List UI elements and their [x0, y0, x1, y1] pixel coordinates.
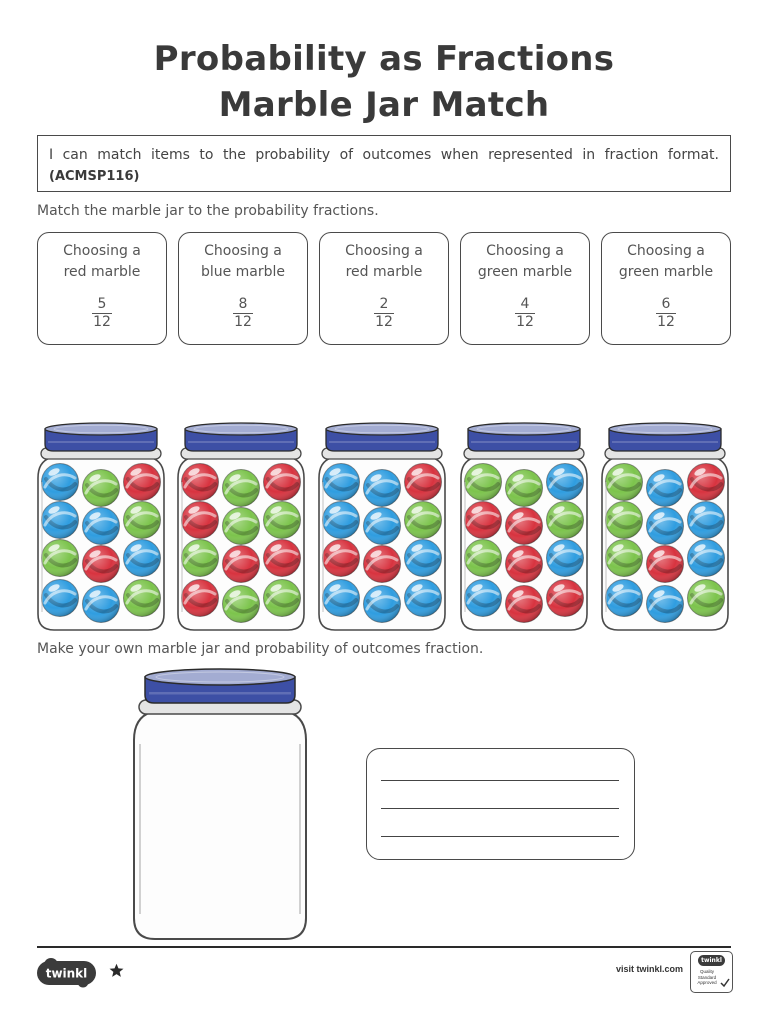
checkmark-icon — [720, 978, 730, 988]
marble — [606, 540, 643, 577]
marble-shade — [606, 464, 643, 501]
marble-shade — [364, 470, 401, 507]
fraction-denominator: 12 — [93, 314, 111, 330]
marble-shade — [506, 546, 543, 583]
marble-shade — [547, 580, 584, 617]
marble — [547, 580, 584, 617]
card-label-line-1: Choosing a — [486, 243, 564, 259]
marble — [264, 502, 301, 539]
website-link-text: visit twinkl.com — [615, 964, 683, 974]
marble — [506, 470, 543, 507]
marble — [688, 540, 725, 577]
marble-shade — [405, 464, 442, 501]
marble-shade — [647, 546, 684, 583]
marble — [405, 540, 442, 577]
jar-body — [134, 712, 306, 939]
marble — [264, 580, 301, 617]
marble-shade — [606, 502, 643, 539]
marble-jar — [317, 420, 447, 632]
marble — [42, 540, 79, 577]
probability-card — [319, 232, 449, 345]
marble — [506, 508, 543, 545]
checkmark-stroke — [721, 979, 729, 986]
marble — [264, 540, 301, 577]
marble-shade — [405, 580, 442, 617]
marble-shade — [83, 508, 120, 545]
quality-standard-badge — [690, 951, 733, 993]
marble-shade — [688, 540, 725, 577]
marble-shade — [83, 586, 120, 623]
marble-shade — [547, 502, 584, 539]
card-label-line-2: green marble — [618, 264, 714, 280]
marble — [547, 540, 584, 577]
card-label-line-1: Choosing a — [204, 243, 282, 259]
fraction-answer-box — [366, 748, 635, 860]
answer-line — [381, 836, 619, 837]
marble-shade — [688, 580, 725, 617]
fraction-denominator: 12 — [234, 314, 252, 330]
card-label-line-1: Choosing a — [345, 243, 423, 259]
answer-line — [381, 808, 619, 809]
marble — [42, 464, 79, 501]
curriculum-code: (ACMSP116) — [49, 169, 140, 184]
probability-card — [601, 232, 731, 345]
learning-objective-text: I can match items to the probability of outcomes when represented in fraction format. — [49, 147, 719, 163]
marble-shade — [547, 540, 584, 577]
footer-divider — [37, 946, 731, 948]
marble-jar — [600, 420, 730, 632]
marble — [606, 502, 643, 539]
marble-shade — [42, 502, 79, 539]
marble — [83, 508, 120, 545]
marble-shade — [405, 540, 442, 577]
marble — [223, 586, 260, 623]
marble — [124, 580, 161, 617]
marble — [264, 464, 301, 501]
marble-shade — [264, 464, 301, 501]
jar-lid-highlight — [48, 441, 154, 443]
marble — [688, 464, 725, 501]
marble-shade — [323, 540, 360, 577]
fraction-numerator: 8 — [238, 296, 248, 312]
card-label-line-1: Choosing a — [627, 243, 705, 259]
marble — [647, 546, 684, 583]
marble — [606, 580, 643, 617]
marble-shade — [264, 580, 301, 617]
marble-shade — [688, 502, 725, 539]
marble-shade — [506, 470, 543, 507]
twinkl-logo — [37, 957, 97, 988]
marble — [182, 540, 219, 577]
title-line-2: Marble Jar Match — [218, 85, 550, 125]
fraction-numerator: 2 — [379, 296, 389, 312]
probability-card — [178, 232, 308, 345]
marble — [42, 580, 79, 617]
fraction-numerator: 6 — [661, 296, 671, 312]
marble — [364, 546, 401, 583]
fraction-numerator: 5 — [97, 296, 107, 312]
marble-shade — [688, 464, 725, 501]
card-label-line-2: red marble — [345, 264, 423, 280]
marble — [688, 580, 725, 617]
marble-shade — [42, 464, 79, 501]
jar-lid-highlight — [188, 441, 294, 443]
marble — [323, 540, 360, 577]
marble-shade — [647, 586, 684, 623]
marble-shade — [83, 470, 120, 507]
star-icon — [109, 963, 124, 978]
marble-shade — [547, 464, 584, 501]
marble-shade — [42, 540, 79, 577]
card-label-line-2: red marble — [63, 264, 141, 280]
marble — [124, 502, 161, 539]
badge-text: Quality Standard Approved — [697, 969, 717, 985]
marble — [83, 586, 120, 623]
marble-shade — [83, 546, 120, 583]
marble — [182, 580, 219, 617]
marble-shade — [264, 502, 301, 539]
marble-shade — [124, 502, 161, 539]
marble-shade — [465, 464, 502, 501]
marble-shade — [182, 502, 219, 539]
marble-shade — [506, 586, 543, 623]
marble-shade — [182, 464, 219, 501]
marble-shade — [606, 540, 643, 577]
marble-shade — [182, 580, 219, 617]
marble-shade — [323, 464, 360, 501]
marble-shade — [42, 580, 79, 617]
marble-shade — [264, 540, 301, 577]
marble — [405, 502, 442, 539]
marble-shade — [124, 464, 161, 501]
marble — [182, 502, 219, 539]
marble — [364, 586, 401, 623]
marble — [323, 464, 360, 501]
learning-objective-box — [37, 135, 731, 192]
marble-jar — [36, 420, 166, 632]
marble-shade — [364, 508, 401, 545]
marble — [83, 470, 120, 507]
logo-text: twinkl — [45, 966, 88, 981]
card-label-line-2: green marble — [477, 264, 573, 280]
marble — [323, 502, 360, 539]
marble — [506, 586, 543, 623]
jar-lid-top — [145, 669, 295, 685]
title-line-1: Probability as Fractions — [153, 39, 615, 79]
marble — [465, 502, 502, 539]
fraction-numerator: 4 — [520, 296, 530, 312]
probability-card — [37, 232, 167, 345]
marble-shade — [323, 580, 360, 617]
card-label-line-1: Choosing a — [63, 243, 141, 259]
marble-shade — [223, 546, 260, 583]
marble — [405, 464, 442, 501]
marble — [506, 546, 543, 583]
marble — [688, 502, 725, 539]
marble — [223, 546, 260, 583]
marble — [364, 470, 401, 507]
marble-shade — [606, 580, 643, 617]
marble — [547, 464, 584, 501]
marble-shade — [124, 540, 161, 577]
jar-lid-highlight — [149, 692, 291, 695]
star-shape — [110, 964, 124, 977]
marble-shade — [223, 586, 260, 623]
marble — [465, 464, 502, 501]
answer-line — [381, 780, 619, 781]
marble — [42, 502, 79, 539]
marble — [647, 508, 684, 545]
marble-shade — [465, 502, 502, 539]
marble — [223, 508, 260, 545]
marble-jar — [176, 420, 306, 632]
marble — [124, 464, 161, 501]
page-title — [0, 36, 768, 128]
fraction-denominator: 12 — [516, 314, 534, 330]
marble-shade — [182, 540, 219, 577]
marble-shade — [405, 502, 442, 539]
empty-marble-jar — [131, 666, 309, 942]
marble — [465, 540, 502, 577]
marble-shade — [647, 508, 684, 545]
marble — [606, 464, 643, 501]
make-your-own-instruction: Make your own marble jar and probability of outcomes fraction. — [37, 641, 484, 657]
marble — [465, 580, 502, 617]
card-label-line-2: blue marble — [200, 264, 286, 280]
marble — [323, 580, 360, 617]
marble-shade — [223, 470, 260, 507]
marble-shade — [647, 470, 684, 507]
match-instruction: Match the marble jar to the probability fractions. — [37, 203, 379, 219]
marble-shade — [364, 546, 401, 583]
badge-brand: twinkl — [698, 955, 725, 966]
marble-shade — [223, 508, 260, 545]
marble-shade — [465, 540, 502, 577]
jar-lid-highlight — [329, 441, 435, 443]
marble-shade — [364, 586, 401, 623]
marble — [647, 586, 684, 623]
marble — [405, 580, 442, 617]
marble — [364, 508, 401, 545]
marble — [547, 502, 584, 539]
fraction-denominator: 12 — [657, 314, 675, 330]
marble — [83, 546, 120, 583]
marble — [124, 540, 161, 577]
marble — [223, 470, 260, 507]
fraction-denominator: 12 — [375, 314, 393, 330]
marble-shade — [124, 580, 161, 617]
probability-card — [460, 232, 590, 345]
marble-shade — [323, 502, 360, 539]
marble-shade — [465, 580, 502, 617]
marble-shade — [506, 508, 543, 545]
marble — [647, 470, 684, 507]
jar-lid-highlight — [612, 441, 718, 443]
jar-lid-highlight — [471, 441, 577, 443]
marble — [182, 464, 219, 501]
marble-jar — [459, 420, 589, 632]
